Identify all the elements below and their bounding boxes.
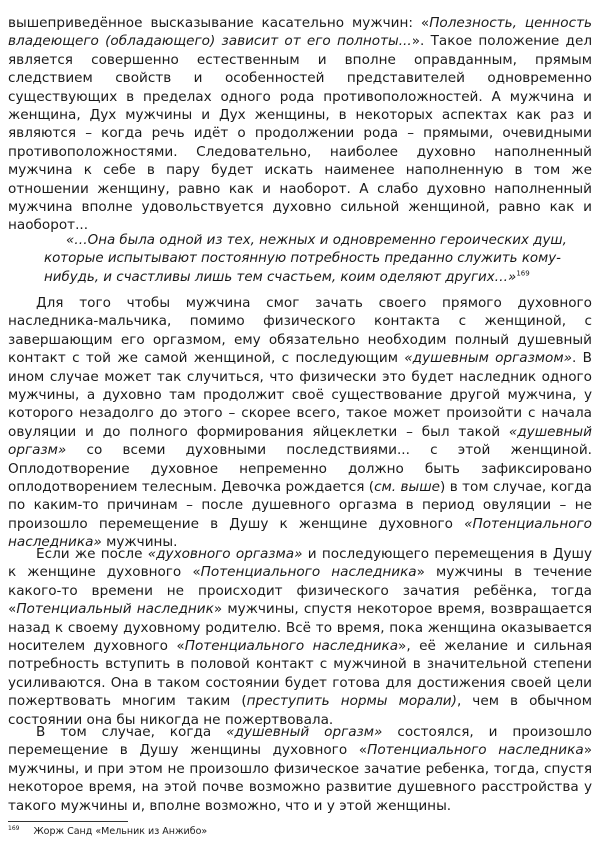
footnote bbox=[8, 823, 568, 838]
footnote-number: 169 bbox=[8, 825, 20, 832]
footnote-text: Жорж Санд «Мельник из Анжибо» bbox=[33, 826, 208, 838]
epigraph-quote: «…Она была одной из тех, нежных и одновременно героических душ, которые испытывают постоянную потребность преданно служить кому-нибудь, и счастливы лишь тем счастьем, коим оделяют других…»$^{169}$ bbox=[44, 233, 567, 285]
paragraph-2: Для того чтобы мужчина смог зачать своего прямого духовного наследника-мальчика, помимо физического контакта с женщиной, с завершающим его оргазмом, ему обязательно необходим полный душевный контакт с той же самой женщиной, с последующим «душевным оргазмом». В ином случае может так случиться, что физически это будет наследник одного мужчины, а духовно там продолжит своё существование другой мужчина, у которого незадолго до этого – скорее всего, такое может произойти с начала овуляции и до полного формирования яйцеклетки – был такой «душевный оргазм» со всеми духовными последствиями... с этой женщиной. Оплодотворение духовное непременно должно быть зафиксировано оплодотворением телесным. Девочка рождается (см. выше) в том случае, когда по каким-то причинам – после душевного оргазма в период овуляции – не произошло перемещение в Душу к женщине духовного «Потенциального наследника» мужчины. bbox=[8, 295, 593, 551]
paragraph-1: вышеприведённое высказывание касательно мужчин: «Полезность, ценность владеющего (обладающего) зависит от его полноты...». Такое положение дел является совершенно естественным и вполне оправданным, прямым следствием свойств и особенностей представителей одновременно существующих в пределах одного рода противоположностей. А мужчина и женщина, Дух мужчины и Дух женщины, в некоторых аспектах как раз и являются – когда речь идёт о продолжении рода – прямыми, очевидными противоположностями. Следовательно, наиболее духовно наполненный мужчина к себе в пару будет искать наименее наполненную в том же отношении женщину, равно как и наоборот. А слабо духовно наполненный мужчина вполне удовольствуется духовно сильной женщиной, равно как и наоборот... bbox=[8, 15, 593, 234]
footnote-ref[interactable]: 169 bbox=[516, 269, 530, 278]
paragraph-4: В том случае, когда «душевный оргазм» состоялся, и произошло перемещение в Душу женщины духовного «Потенциального наследника» мужчины, и при этом не произошло физическое зачатие ребенка, тогда, спустя некоторое время, на этой почве возможно развитие душевного расстройства у такого мужчины и, вполне возможно, что и у этой женщины. bbox=[8, 724, 593, 814]
paragraph-3: Если же после «духовного оргазма» и последующего перемещения в Душу к женщине духовного «Потенциального наследника» мужчины в течение какого-то времени не происходит физического зачатия ребёнка, тогда «Потенциальный наследник» мужчины, спустя некоторое время, возвращается назад к своему духовному родителю. Всё то время, пока женщина оказывается носителем духовного «Потенциального наследника», её желание и сильная потребность вступить в половой контакт с мужчиной в значительной степени усиливаются. Она в таком состоянии будет готова для достижения своей цели пожертвовать многим таким (преступить нормы морали), чем в обычном состоянии она бы никогда не пожертвовала. bbox=[8, 546, 593, 728]
footnote-divider bbox=[8, 821, 128, 822]
